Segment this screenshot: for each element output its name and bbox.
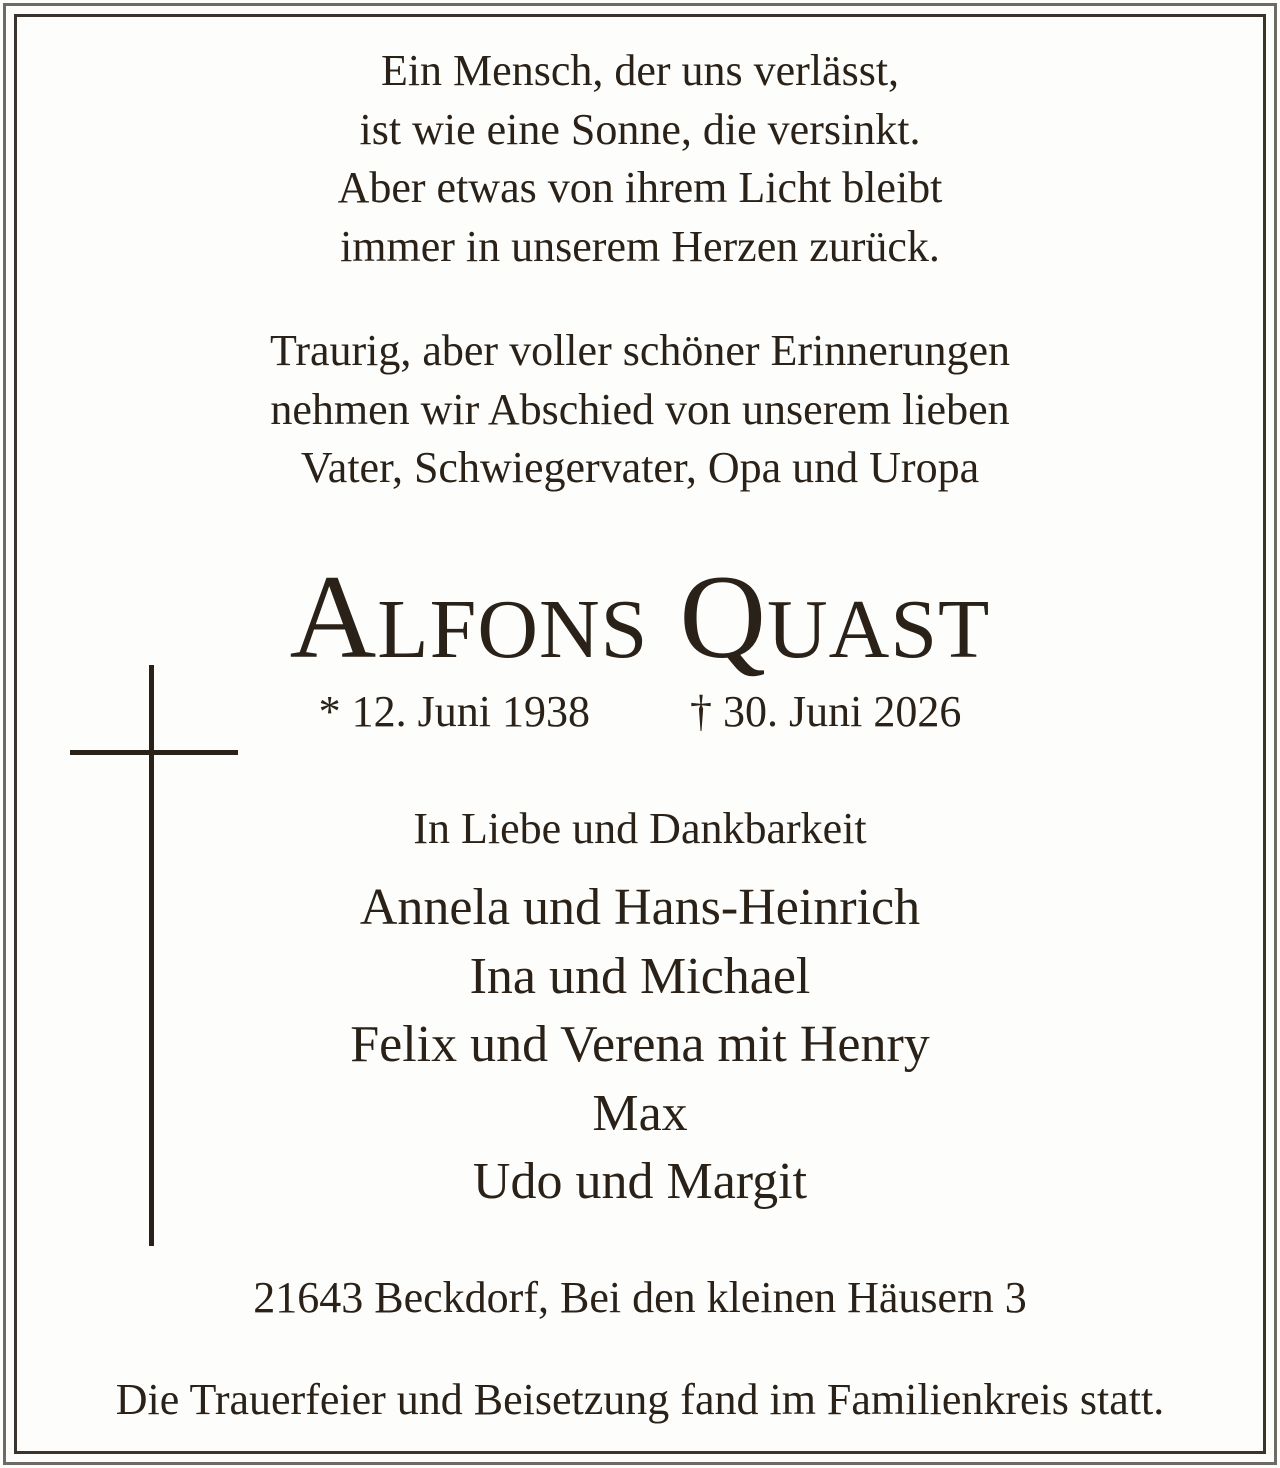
mourner-entry: Felix und Verena mit Henry xyxy=(350,1016,930,1073)
poem-line: ist wie eine Sonne, die versinkt. xyxy=(359,104,921,154)
mourner-entry: Max xyxy=(592,1084,688,1142)
poem-line: immer in unserem Herzen zurück. xyxy=(340,221,940,271)
poem-line: Ein Mensch, der uns verlässt, xyxy=(380,46,900,95)
poem xyxy=(0,42,1280,276)
deceased-name: Alfons Quast xyxy=(289,550,991,683)
death-date: † 30. Juni 2026 xyxy=(690,687,962,736)
mourner-entry: Udo und Margit xyxy=(472,1153,808,1210)
poem-line: Aber etwas von ihrem Licht bleibt xyxy=(337,163,943,212)
thanks-line: In Liebe und Dankbarkeit xyxy=(413,804,867,853)
cross-icon-crossbar xyxy=(70,750,238,755)
mourner-entry: Ina und Michael xyxy=(469,947,811,1005)
mourners-list xyxy=(0,874,1280,1217)
mourner-entry: Annela und Hans-Heinrich xyxy=(359,879,921,936)
farewell-intro xyxy=(0,322,1280,498)
birth-date: * 12. Juni 1938 xyxy=(318,687,590,736)
intro-line: Vater, Schwiegervater, Opa und Uropa xyxy=(300,443,980,492)
intro-line: nehmen wir Abschied von unserem lieben xyxy=(270,384,1010,434)
life-dates xyxy=(0,683,1280,741)
intro-line: Traurig, aber voller schöner Erinnerungen xyxy=(269,326,1011,375)
address: 21643 Beckdorf, Bei den kleinen Häusern 3 xyxy=(253,1273,1027,1322)
closing-note: Die Trauerfeier und Beisetzung fand im Familienkreis statt. xyxy=(115,1375,1165,1424)
